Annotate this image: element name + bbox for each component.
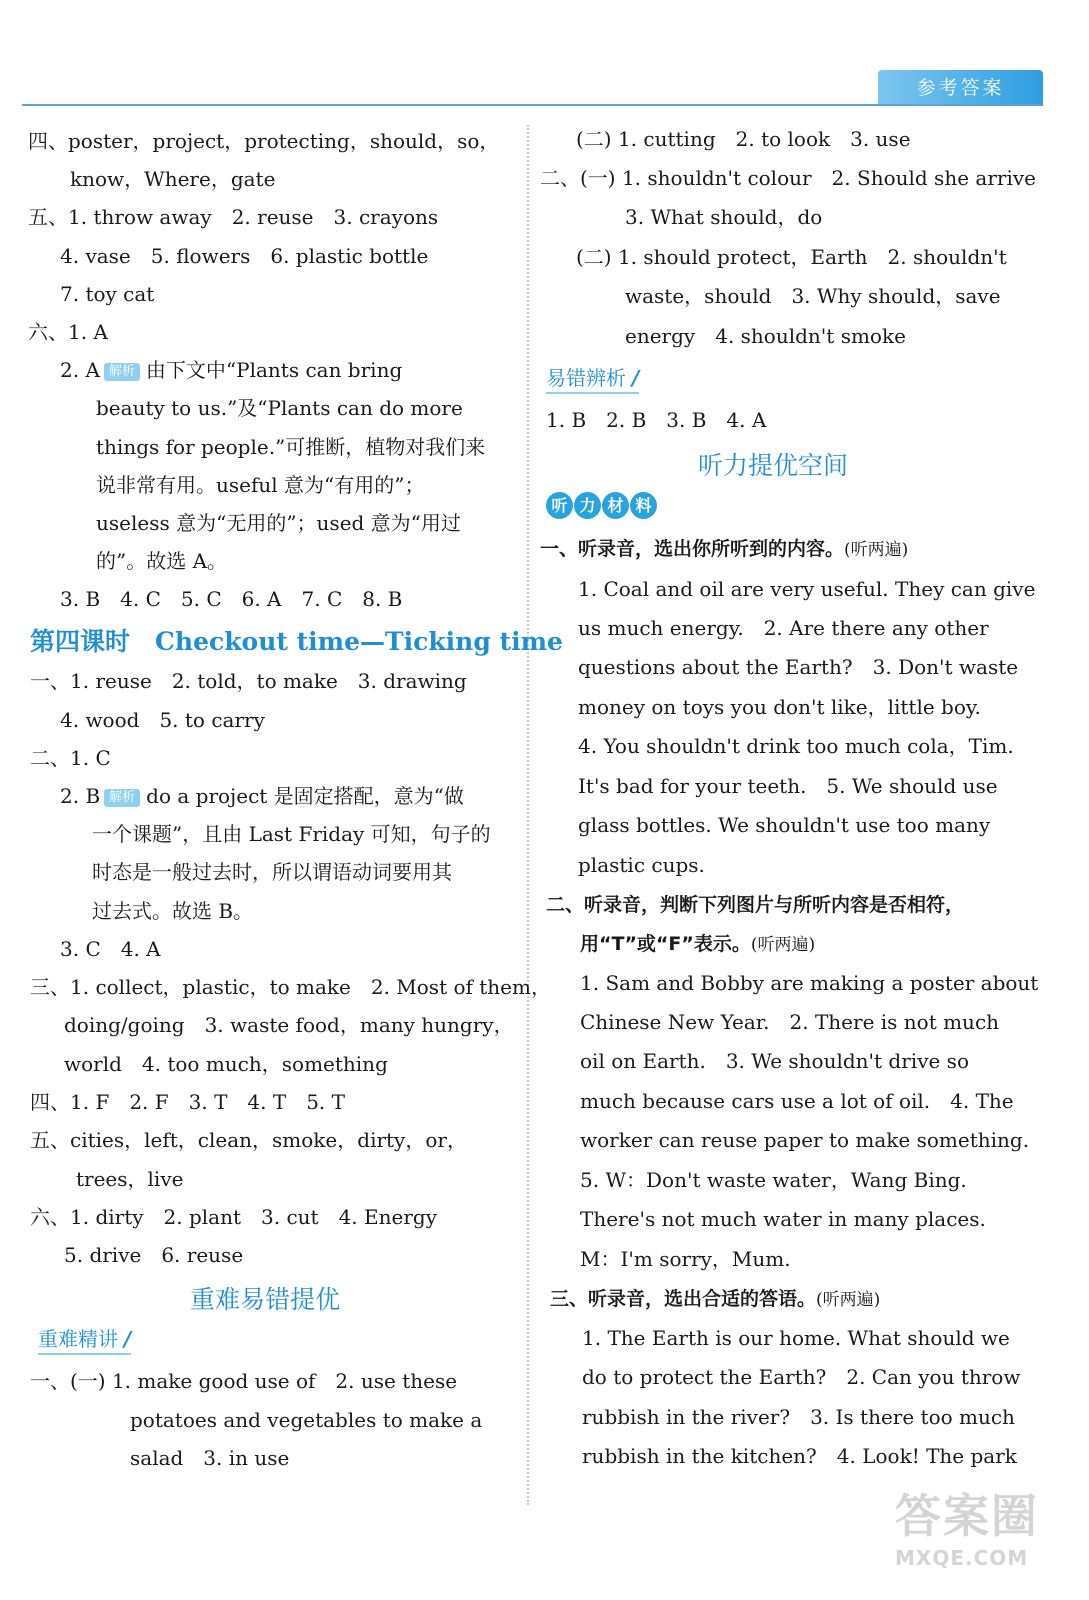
answer-line: 7. toy cat — [60, 282, 155, 306]
question-heading-text: 用“T”或“F”表示。 — [580, 933, 751, 955]
watermark-logo-text: 答案圈 — [895, 1489, 1039, 1543]
analysis-text: 由下文中“Plants can bring — [145, 358, 403, 382]
script-line: questions about the Earth? 3. Don't waste — [578, 655, 1019, 679]
answer-line: 四、1. F 2. F 3. T 4. T 5. T — [30, 1090, 345, 1114]
script-line: oil on Earth. 3. We shouldn't drive so — [580, 1049, 969, 1073]
badge-char: 力 — [574, 492, 601, 519]
script-line: rubbish in the kitchen? 4. Look! The park — [582, 1444, 1017, 1468]
script-line: us much energy. 2. Are there any other — [578, 616, 989, 640]
question-heading: 二、听录音，判断下列图片与所听内容是否相符， — [546, 894, 965, 916]
answer-key-tab: 参考答案 — [878, 70, 1043, 106]
answer-line: 六、1. A — [28, 320, 108, 344]
answer-line: 一、1. reuse 2. told，to make 3. drawing — [30, 669, 467, 693]
header-rule — [22, 104, 1042, 106]
script-line: M：I'm sorry，Mum. — [580, 1247, 791, 1271]
badge-char: 材 — [602, 492, 629, 519]
answer-line: 六、1. dirty 2. plant 3. cut 4. Energy — [30, 1205, 437, 1229]
answer-line: 二、(一) 1. shouldn't colour 2. Should she arrive — [540, 166, 1036, 190]
analysis-line: 过去式。故选 B。 — [92, 899, 254, 923]
subsection-title — [38, 1323, 131, 1355]
answer-line: trees，live — [76, 1167, 184, 1191]
subsection-label: 重难精讲 — [38, 1327, 118, 1351]
badge-char: 料 — [630, 492, 657, 519]
answer-line: potatoes and vegetables to make a — [130, 1408, 483, 1432]
answer-line: 五、cities，left，clean，smoke，dirty，or， — [30, 1128, 467, 1152]
script-line: Chinese New Year. 2. There is not much — [580, 1010, 1000, 1034]
script-line: money on toys you don't like，little boy. — [578, 695, 981, 719]
listening-material-badge — [546, 492, 658, 519]
script-line: It's bad for your teeth. 5. We should use — [578, 774, 998, 798]
analysis-line: useless 意为“无用的”；used 意为“用过 — [96, 511, 461, 535]
slash-icon: / — [632, 366, 640, 390]
lesson-title: 第四课时 Checkout time—Ticking time — [30, 627, 563, 656]
answer-line: 四、poster，project，protecting，should，so， — [28, 129, 500, 153]
script-line: do to protect the Earth? 2. Can you throw — [582, 1365, 1021, 1389]
script-line: There's not much water in many places. — [580, 1207, 986, 1231]
listen-twice-note: (听两遍) — [750, 935, 816, 955]
analysis-tag: 解析 — [104, 789, 140, 807]
section-title: 重难易错提优 — [190, 1285, 341, 1314]
answer-line: know，Where，gate — [70, 167, 276, 191]
answer-line: waste，should 3. Why should，save — [625, 284, 1001, 308]
answer-line: 一、(一) 1. make good use of 2. use these — [30, 1369, 458, 1393]
site-watermark — [895, 1480, 1065, 1590]
answer-line: 5. drive 6. reuse — [64, 1243, 244, 1267]
answer-line: doing/going 3. waste food，many hungry， — [64, 1013, 514, 1037]
question-heading — [550, 1284, 880, 1315]
answer-line: 1. B 2. B 3. B 4. A — [546, 408, 767, 432]
script-line: worker can reuse paper to make something. — [580, 1128, 1030, 1152]
answer-line: energy 4. shouldn't smoke — [625, 324, 906, 348]
question-heading — [540, 534, 908, 565]
answer-line: 三、1. collect，plastic，to make 2. Most of them， — [30, 975, 551, 999]
answer-line: 4. vase 5. flowers 6. plastic bottle — [60, 244, 429, 268]
question-heading — [580, 929, 815, 960]
analysis-line: 时态是一般过去时，所以谓语动词要用其 — [92, 860, 452, 884]
analysis-line: things for people.”可推断，植物对我们来 — [96, 435, 486, 459]
script-line: 4. You shouldn't drink too much cola，Tim. — [578, 734, 1014, 758]
answer-line: 3. C 4. A — [60, 937, 161, 961]
listen-twice-note: (听两遍) — [816, 1290, 881, 1310]
script-line: much because cars use a lot of oil. 4. The — [580, 1089, 1014, 1113]
script-line: 1. Sam and Bobby are making a poster about — [580, 971, 1039, 995]
subsection-title — [546, 362, 639, 394]
answer-line-with-analysis — [60, 355, 402, 385]
section-title: 听力提优空间 — [698, 451, 849, 480]
subsection-label: 易错辨析 — [546, 366, 626, 390]
analysis-line: 一个课题”，且由 Last Friday 可知，句子的 — [92, 822, 491, 846]
answer-line: 五、1. throw away 2. reuse 3. crayons — [28, 205, 439, 229]
script-line: 1. The Earth is our home. What should we — [582, 1326, 1010, 1350]
answer-line: 二、1. C — [30, 746, 111, 770]
answer-line: 3. What should，do — [625, 205, 823, 229]
answer-line: salad 3. in use — [130, 1446, 290, 1470]
answer-line: 4. wood 5. to carry — [60, 708, 265, 732]
answer-text: 2. A — [60, 358, 100, 382]
analysis-tag: 解析 — [104, 363, 140, 381]
analysis-line: 的”。故选 A。 — [96, 549, 228, 573]
column-divider — [527, 125, 529, 1505]
question-heading-text: 一、听录音，选出你所听到的内容。 — [540, 538, 845, 560]
answer-text: 2. B — [60, 784, 101, 808]
question-heading-text: 三、听录音，选出合适的答语。 — [550, 1288, 817, 1310]
listen-twice-note: (听两遍) — [844, 540, 909, 560]
answer-line: (二) 1. should protect，Earth 2. shouldn't — [576, 245, 1007, 269]
answer-line-with-analysis — [60, 781, 464, 811]
script-line: 5. W：Don't waste water，Wang Bing. — [580, 1168, 967, 1192]
badge-char: 听 — [546, 492, 573, 519]
analysis-line: beauty to us.”及“Plants can do more — [96, 396, 463, 420]
watermark-url: MXQE.COM — [895, 1546, 1029, 1570]
script-line: rubbish in the river? 3. Is there too much — [582, 1405, 1015, 1429]
answer-line: world 4. too much，something — [64, 1052, 388, 1076]
answer-line: (二) 1. cutting 2. to look 3. use — [576, 127, 911, 151]
script-line: plastic cups. — [578, 853, 705, 877]
analysis-line: 说非常有用。useful 意为“有用的”； — [96, 473, 425, 497]
slash-icon: / — [124, 1327, 132, 1351]
answer-line: 3. B 4. C 5. C 6. A 7. C 8. B — [60, 587, 403, 611]
script-line: 1. Coal and oil are very useful. They can give — [578, 577, 1036, 601]
script-line: glass bottles. We shouldn't use too many — [578, 813, 991, 837]
analysis-text: do a project 是固定搭配，意为“做 — [146, 784, 464, 808]
